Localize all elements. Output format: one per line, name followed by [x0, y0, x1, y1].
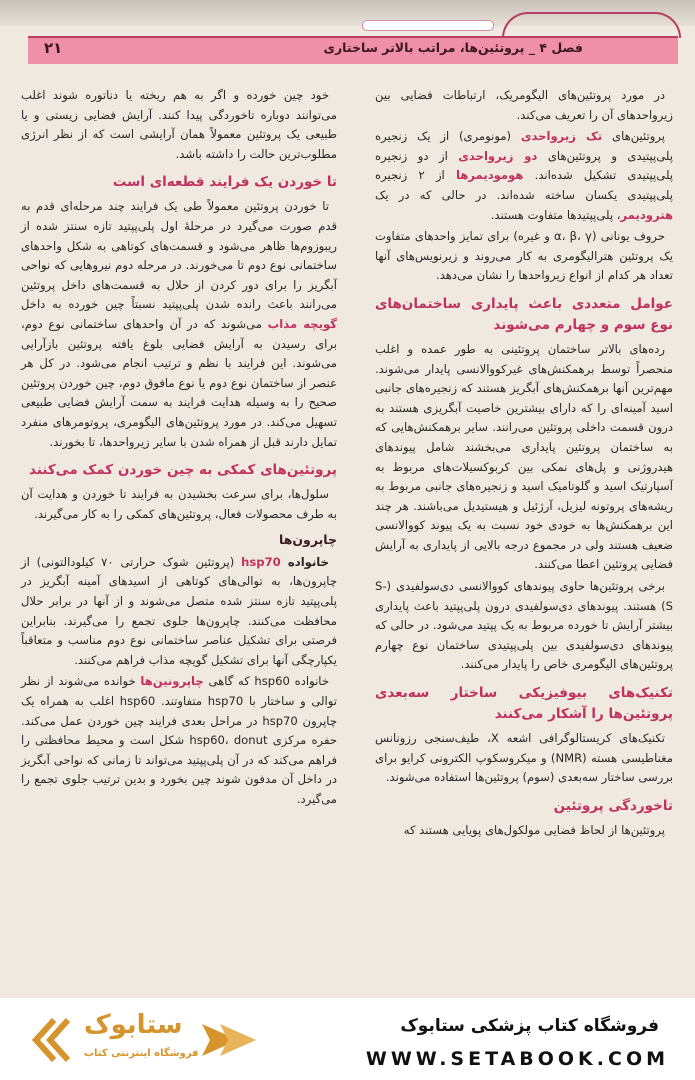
right-column [375, 86, 673, 842]
paragraph: تکنیک‌های کریستالوگرافی اشعه X، طیف‌سنجی رزونانس مغناطیسی هسته (NMR) و میکروسکوپ الکترونی کرایو برای بررسی ساختار سه‌بعدی (سوم) پروتئین‌ها استفاده می‌شوند. [375, 731, 673, 785]
section-heading: تا خوردن یک فرایند قطعه‌ای است [112, 174, 337, 191]
paragraph: پروتئین‌ها از لحاظ فضایی مولکول‌های پویایی هستند که [403, 822, 665, 837]
paragraph: برخی پروتئین‌ها حاوی پیوندهای کووالانسی دی‌سولفیدی (S-S) هستند. پیوندهای دی‌سولفیدی درون پلی‌پپتید باعث پایداری بیشتر آرایش تا خورده مربوط به یک پپتید می‌شود. در حالی که پیوندهای دی‌سولفیدی بین پلی‌پپتیدی ساختمان نوع چهارم پروتئین‌های الیگومری خاص را پایدار می‌کنند. [375, 579, 673, 672]
page-number: ۲۱ [44, 39, 63, 57]
setabook-logo [24, 1010, 264, 1070]
text-run: (پروتئین شوک حرارتی ۷۰ کیلودالتونی) از چاپرون‌ها، به توالی‌های کوتاهی از اسیدهای آمینه آبگریز در پلی‌پپتید تازه سنتز شده متصل می‌شوند و از آنها در برابر حلال محافظت می‌کنند. چاپرون‌ها جلوی تجمع را می‌گیرند. بنابراین فرصتی برای تشکیل عناصر ساختمانی نوع دوم مناسب و متعاقباً یکپارچگی آنها برای تشکیل گویچه مذاب فراهم می‌کنند. [21, 554, 337, 667]
paragraph: حروف یونانی (α، β، γ و غیره) برای تمایز واحدهای متفاوت یک پروتئین هترالیگومری به کار می‌روند و زیرنویس‌های آنها تعداد هر کدام از انواع زیرواحدها را نشان می‌دهد. [375, 229, 673, 283]
section-heading: عوامل متعددی باعث پایداری ساختمان‌های نوع سوم و چهارم می‌شوند [375, 295, 673, 333]
text-run: می‌شوند که در آن واحدهای ساختمانی نوع دوم، برای رسیدن به آرایش فضایی بلوغ یافته پروتئین بازآرایی می‌شوند. این فرایند با نظم و ترتیب انجام می‌شود. در کل هر عنصر از ساختمان نوع دوم یا نوع مافوق دوم، چین خوردن پروتئین صحیح را به وسیله هدایت فرایند به سمت آرایش فضایی طبیعی تسهیل می‌کند. در مورد پروتئین‌های الیگومری، پروتومرهای منفرد تمایل دارند قبل از همراه شدن با سایر زیرواحدها، تا بخورند. [21, 316, 337, 449]
section-heading: پروتئین‌های کمکی به چین خوردن کمک می‌کنند [29, 462, 337, 479]
logo-word: ستابوک [84, 1010, 183, 1040]
subsection-heading: چاپرون‌ها [279, 532, 337, 548]
text-run: خانواده [280, 554, 330, 569]
text-run: از دو زنجیره پلی‌پپتیدی تشکیل شده‌اند. [375, 148, 674, 183]
logo-caption: فروشگاه اینترنتی کتاب [84, 1048, 199, 1059]
term-highlight: تک زیرواحدی [520, 129, 603, 144]
term-highlight: دو زیرواحدی [458, 148, 538, 163]
paragraph: سلول‌ها، برای سرعت بخشیدن به فرایند تا خوردن و هدایت آن به طرف محصولات فعال، پروتئین‌های کمکی را به کار می‌گیرند. [21, 487, 337, 521]
paragraph [21, 672, 337, 809]
header-decoration-pill [362, 20, 494, 31]
term-highlight: هومودیمرها [455, 168, 524, 183]
term-highlight: گویچه مذاب [267, 316, 337, 331]
text-run: از ۲ زنجیره پلی‌پپتیدی یکسان ساخته شده‌اند. در حالی که در یک [375, 168, 673, 202]
text-run: (مونومری) از یک زنجیره پلی‌پپتیدی و پروتئین‌های [375, 129, 673, 163]
header-decoration-curve [502, 12, 681, 38]
left-column [21, 86, 337, 812]
paragraph [21, 553, 337, 671]
term-highlight: هترودیمر [620, 207, 673, 222]
text-run: خوانده می‌شوند از نظر توالی و ساختار با hsp70 متفاوتند. hsp60 اغلب به همراه یک چاپرون hsp70 در مراحل بعدی فرایند چین خوردن عمل می‌کند. حفره مرکزی hsp60، donut شکل است و محیط محافظتی را فراهم می‌کند که در آن پلی‌پپتید می‌تواند تا زمانی که نواحی آبگریز در داخل آن مدفون شوند چین بخورد و بدین ترتیب جلوی تجمع را می‌گیرد. [21, 674, 337, 806]
chapter-title: فصل ۴ _ پروتئین‌ها، مراتب بالاتر ساختاری [323, 40, 583, 55]
paragraph [21, 197, 337, 452]
shop-url-link[interactable]: WWW.SETABOOK.COM [365, 1048, 669, 1070]
text-run: تا خوردن پروتئین معمولاً طی یک فرایند چند مرحله‌ای قدم به قدم صورت می‌گیرد در مرحلهٔ اول پلی‌پپتید تازه سنتز شده از ریبوزوم‌ها ظاهر می‌شود و قسمت‌های کوتاهی به شکل واحدهای ساختمانی نوع دوم تا می‌خورند. در مرحله دوم نیروهایی که نواحی آبگریز را برای دور کردن از حلال به قسمت‌های داخل پروتئین می‌رانند باعث رانده شدن پلی‌پپتید نسبتاً چین خورده به داخل [21, 199, 337, 312]
paragraph: رده‌های بالاتر ساختمان پروتئینی به طور عمده و اغلب منحصراً توسط برهمکنش‌های غیرکووالانسی پایدار می‌شوند. مهم‌ترین آنها برهمکنش‌های آبگریز هستند که زنجیره‌های جانبی اسید آمینه‌ای را که دارای بیشترین خاصیت آبگریزی هستند به درون قسمت داخلی پروتئین می‌رانند. سایر برهمکنش‌هایی که به ساختمان پروتئین پایداری می‌بخشند شامل پیوندهای هیدروژنی و پل‌های نمکی بین کربوکسیلات‌های مربوط به آسپارتیک اسید و گلوتامیک اسید و زنجیره‌های جانبی مربوط به ریشه‌های پروتونه لیزیل، آرژئیل و هیستیدیل می‌باشند. هر چند این برهمکنش‌ها به خودی خود نسبت به یک پیوند کووالانسی ضعیف هستند ولی در مجموع درجه بالایی از پایداری به آرایش فضایی پروتئین اعطا می‌کنند. [375, 341, 673, 572]
paragraph: در مورد پروتئین‌های الیگومریک، ارتباطات فضایی بین زیرواحدهای آن را تعریف می‌کند. [375, 88, 673, 122]
term-highlight: چاپرونین‌ها [140, 674, 204, 689]
paragraph: خود چین خورده و اگر به هم ریخته یا دناتوره شوند اغلب می‌توانند دوباره تاخوردگی پیدا کنند. آرایش فضایی زیستی و یا طبیعی یک پروتئین معمولاً همان آرایشی است که از نظر انرژی مطلوب‌ترین حالت را داشته باشد. [21, 88, 337, 161]
text-run: پروتئین‌های [602, 129, 665, 144]
footer-banner [0, 998, 695, 1080]
term-highlight: hsp70 [241, 554, 281, 569]
section-heading: تکنیک‌های بیوفیزیکی ساختار سه‌بعدی پروتئین‌ها را آشکار می‌کنند [375, 685, 673, 723]
text-run: ، پلی‌پپتیدها متفاوت هستند. [490, 207, 621, 222]
section-heading: تاخوردگی پروتئین [553, 797, 673, 814]
text-run: خانواده hsp60 که گاهی [203, 674, 330, 689]
shop-name: فروشگاه کتاب پزشکی ستابوک [400, 1016, 659, 1036]
paragraph [375, 127, 673, 225]
